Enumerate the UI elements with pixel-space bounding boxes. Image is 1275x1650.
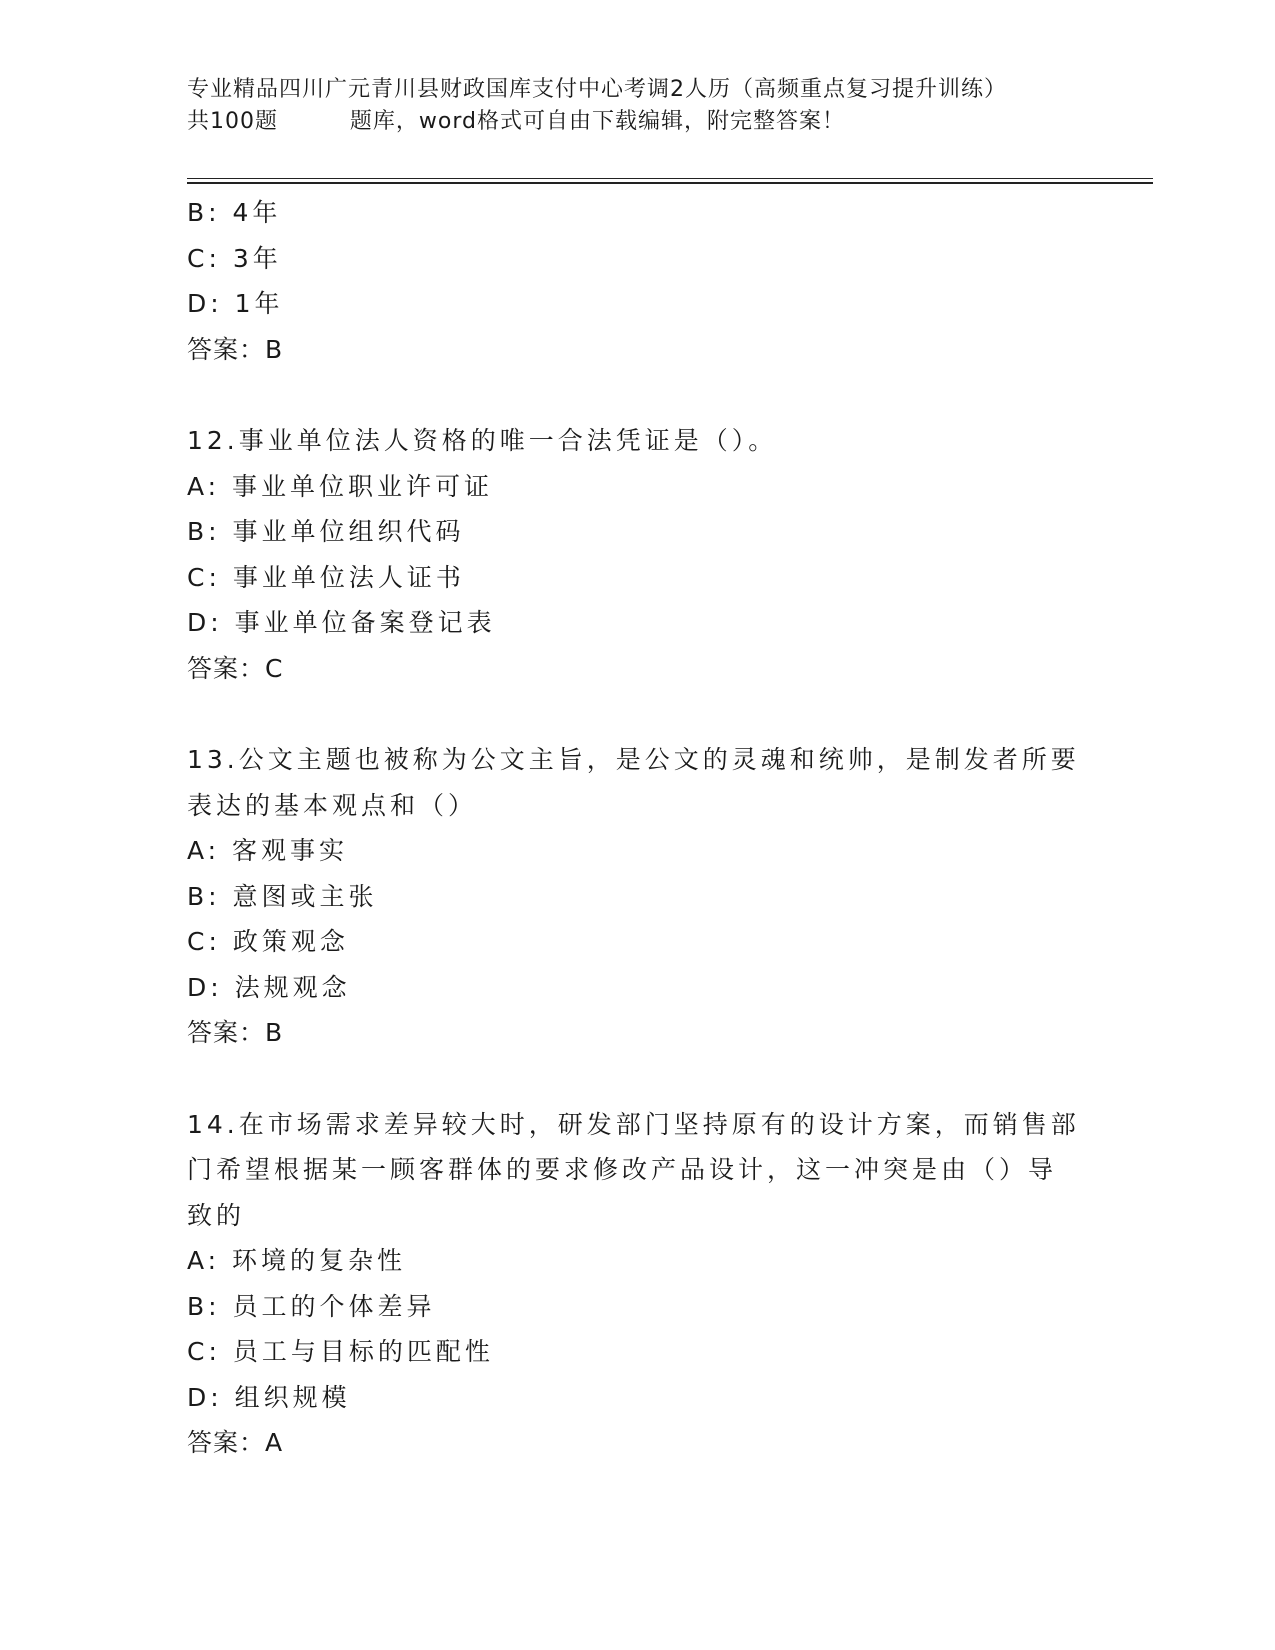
header-title-line2: 共100题 题库，word格式可自由下载编辑，附完整答案！ <box>187 109 846 134</box>
option-c: C: 事业单位法人证书 <box>187 562 465 592</box>
option-c: C: 3年 <box>187 243 282 273</box>
answer-line: 答案：B <box>187 334 284 364</box>
header-title-line1: 专业精品四川广元青川县财政国库支付中心考调2人历（高频重点复习提升训练） <box>187 77 1007 102</box>
option-d: D: 组织规模 <box>187 1382 351 1412</box>
option-d: D: 事业单位备案登记表 <box>187 608 496 637</box>
question-13 <box>187 737 1087 1056</box>
answer-line: 答案：B <box>187 1018 284 1047</box>
question-14 <box>187 1102 1087 1466</box>
question-stem-cont: 致的 <box>187 1200 246 1230</box>
question-stem: 13.公文主题也被称为公文主旨，是公文的灵魂和统帅，是制发者所要 <box>187 745 1080 774</box>
answer-line: 答案：A <box>187 1428 284 1457</box>
option-a: A: 客观事实 <box>187 836 349 865</box>
page-header <box>187 74 1087 138</box>
option-b: B: 4年 <box>187 198 282 227</box>
header-divider-thick <box>187 182 1153 184</box>
option-c: C: 员工与目标的匹配性 <box>187 1337 494 1366</box>
option-d: D: 法规观念 <box>187 972 351 1002</box>
answer-line: 答案：C <box>187 653 284 683</box>
option-a: A: 事业单位职业许可证 <box>187 471 494 501</box>
question-stem: 14.在市场需求差异较大时，研发部门坚持原有的设计方案，而销售部 <box>187 1109 1080 1139</box>
option-c: C: 政策观念 <box>187 927 349 956</box>
option-b: B: 意图或主张 <box>187 881 378 911</box>
option-b: B: 员工的个体差异 <box>187 1291 436 1321</box>
header-divider-thin <box>187 178 1153 179</box>
question-stem-cont: 门希望根据某一顾客群体的要求修改产品设计，这一冲突是由（）导 <box>187 1155 1058 1184</box>
question-stem-cont: 表达的基本观点和（） <box>187 790 478 820</box>
option-b: B: 事业单位组织代码 <box>187 517 465 546</box>
option-d: D: 1年 <box>187 289 284 318</box>
option-a: A: 环境的复杂性 <box>187 1246 407 1275</box>
question-11-continued <box>187 190 1087 372</box>
question-12 <box>187 418 1087 691</box>
question-stem: 12.事业单位法人资格的唯一合法凭证是（）。 <box>187 426 778 455</box>
question-content <box>187 190 1087 1466</box>
